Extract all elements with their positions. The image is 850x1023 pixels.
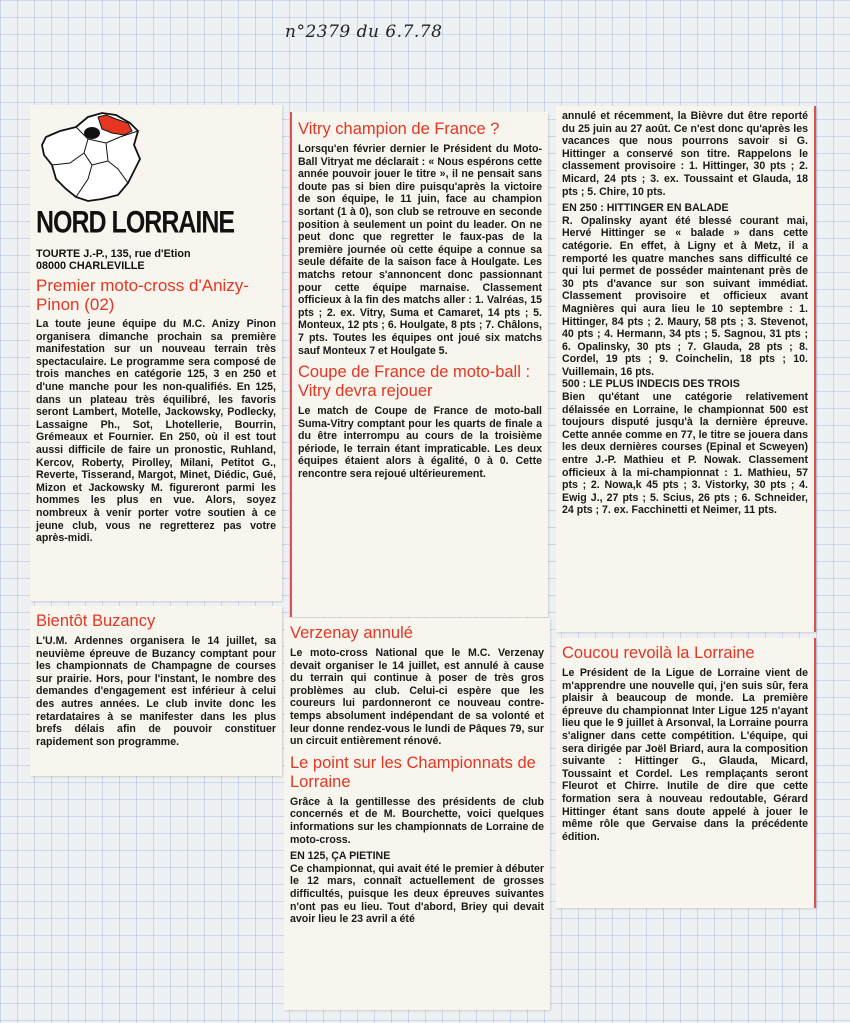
article-text-vitry: Lorsqu'en février dernier le Président du Moto-Ball Vitryat me déclarait : « Nous espérons cette année pouvoir jouer le titre », il ne pensait sans doute pas si bien dire puisqu'après la victoire de son équipe, le 11 juin, face au champion sortant (1 à 0), son club se retrouve en seconde position à seulement un point du leader. On ne peut donc que regretter le faux-pas de la première journée où cette équipe a connue sa seule défaite de la saison face à Houlgate. Les matchs retour s'annoncent donc passionnant pour cette équipe marnaise. Classement officieux à la fin des matchs aller : 1. Valréas, 15 pts ; 2. ex. Vitry, Suma et Camaret, 14 pts ; 5. Monteux, 12 pts ; 6. Houlgate, 8 pts ; 7. Châlons, 7 pts. Toutes les équipes ont joué six matchs sauf Monteux 7 et Houlgate 5. bbox=[298, 143, 542, 357]
article-text-coucou: Le Président de la Ligue de Lorraine vient de m'apprendre une nouvelle qui, j'en suis sûr, fera plaisir à beaucoup de monde. La première épreuve du championnat Inter Ligue 125 n'ayant lieu que le 9 juillet à Arsonval, la Lorraine pourra s'aligner dans cette compétition. L'équipe, qui sera dirigée par Joël Briard, aura la composition suivante : Hittinger G., Glauda, Micard, Toussaint et Cordel. Les remplaçants seront Fleurot et Chirre. Inutile de dire que cette formation sera à nouveau redoutable, Gérard Hittinger étant sans doute appelé à jouer le même rôle que Gervaise dans la précédente édition. bbox=[562, 667, 808, 843]
article-text-anizy: La toute jeune équipe du M.C. Anizy Pinon organisera dimanche prochain sa première manifestation sur un nouveau terrain très spectaculaire. Le programme sera composé de trois manches en catégorie 125, 3 en 250 et d'une manche pour les non-qualifiés. En 125, dans un plateau très équilibré, les favoris seront Lambert, Motelle, Jackowsky, Podlecky, Lassaigne Ph., Sot, Lhotellerie, Bourrin, Grémeaux et Fournier. En 250, où il est tout aussi difficile de faire un pronostic, Ruhland, Kercov, Roberty, Pirolley, Milani, Petitot G., Reverte, Tisserand, Margot, Minet, Diédic, Gué, Mizon et Jackowsky M. figureront parmi les hommes les plus en vue. Alors, soyez nombreux à venir porter votre soutien à ce jeune club, vous ne regretterez pas votre après-midi. bbox=[36, 318, 276, 545]
headline-verzenay: Verzenay annulé bbox=[290, 624, 413, 642]
article-text-continued: annulé et récemment, la Bièvre dut être reporté du 25 juin au 27 août. Ce n'est donc qu'après les vacances que nous pourrons savoir si G. Hittinger a conservé son titre. Rappelons le classement provisoire : 1. Hittinger, 30 pts ; 2. Micard, 24 pts ; 3. ex. Toussaint et Glauda, 18 pts ; 5. Chire, 10 pts. bbox=[562, 110, 808, 198]
article-text-500: Bien qu'étant une catégorie relativement délaissée en Lorraine, le championnat 500 est toujours disputé jusqu'à la dernière épreuve. Cette année comme en 77, le titre se jouera dans les deux dernières courses (Epinal et Scweyen) entre J.-P. Mathieu et P. Nowak. Classement officieux à la mi-championnat : 1. Mathieu, 57 pts ; 2. Nowa,k 45 pts ; 3. Vistorky, 30 pts ; 4. Ewig J., 27 pts ; 5. Scius, 26 pts ; 6. Schneider, 24 pts ; 7. ex. Facchinetti et Neimer, 11 pts. bbox=[562, 391, 808, 517]
headline-buzancy: Bientôt Buzancy bbox=[36, 612, 156, 630]
article-text-point: Grâce à la gentillesse des présidents de club concernés et de M. Bourchette, voici quelques informations sur les championnats de Lorraine de moto-cross. bbox=[290, 795, 544, 846]
clipping-coucou bbox=[556, 638, 816, 908]
headline-coupe: Coupe de France de moto-ball : Vitry devra rejouer bbox=[298, 363, 531, 401]
subhead-250: EN 250 : HITTINGER EN BALADE bbox=[562, 202, 729, 215]
article-text-coupe: Le match de Coupe de France de moto-ball Suma-Vitry comptant pour les quarts de finale a du être interrompu au cours de la troisième période, le terrain étant impraticable. Les deux équipes étaient alors à égalité, 0 à 0. Cette rencontre sera rejoué ultérieurement. bbox=[298, 405, 542, 481]
clipping-buzancy bbox=[30, 606, 282, 776]
article-text-point-2: Ce championnat, qui avait été le premier à débuter le 12 mars, connaît actuellement de grosses difficultés, puisque les deux épreuves suivantes n'ont pas eu lieu. Tout d'abord, Briey qui devait avoir lieu le 23 avril a été bbox=[290, 862, 544, 926]
clipping-continued bbox=[556, 106, 816, 632]
subhead-500: 500 : LE PLUS INDECIS DES TROIS bbox=[562, 378, 740, 391]
address-line-2: 08000 CHARLEVILLE bbox=[36, 260, 145, 272]
handwritten-issue-note: n°2379 du 6.7.78 bbox=[285, 22, 443, 42]
clipping-vitry bbox=[290, 112, 548, 617]
france-map-icon bbox=[36, 109, 146, 205]
headline-point: Le point sur les Championnats de Lorraine bbox=[290, 753, 536, 791]
masthead-title: NORD LORRAINE bbox=[36, 205, 235, 240]
headline-vitry: Vitry champion de France ? bbox=[298, 120, 500, 138]
subhead-125: EN 125, ÇA PIETINE bbox=[290, 850, 391, 863]
clipping-anizy bbox=[30, 105, 282, 601]
clipping-verzenay bbox=[284, 618, 550, 1010]
address-line-1: TOURTE J.-P., 135, rue d'Etion bbox=[36, 248, 191, 260]
headline-anizy: Premier moto-cross d'Anizy-Pinon (02) bbox=[36, 276, 249, 314]
article-text-250: R. Opalinsky ayant été blessé courant mai, Hervé Hittinger se « balade » dans cette catégorie. En effet, à Ligny et à Metz, il a remporté les quatre manches sans difficulté ce qui lui permet de posséder maintenant près de 30 pts d'avance sur son suivant immédiat. Classement provisoire et officieux avant Magnières qui aura lieu le 10 septembre : 1. Hittinger, 84 pts ; 2. Maury, 58 pts ; 3. Stevenot, 40 pts ; 4. Hermann, 34 pts ; 5. Sagnou, 31 pts ; 6. Opalinsky, 30 pts ; 7. Glauda, 28 pts ; 8. Cordel, 19 pts ; 9. Coinchelin, 18 pts ; 10. Vuillemain, 16 pts. bbox=[562, 214, 808, 378]
article-text-buzancy: L'U.M. Ardennes organisera le 14 juillet, sa neuvième épreuve de Buzancy comptant pour les championnats de Champagne de courses sur prairie. Hors, pour l'instant, le nombre des demandes d'engagement est inférieur à celui des autres années. Le club invite donc les retardataires à se manifester dans les plus brefs délais afin de pouvoir constituer rapidement son programme. bbox=[36, 635, 276, 748]
address bbox=[36, 248, 276, 272]
headline-coucou: Coucou revoilà la Lorraine bbox=[562, 644, 755, 662]
article-text-verzenay: Le moto-cross National que le M.C. Verzenay devait organiser le 14 juillet, est annulé à cause du terrain qui continue à poser de très gros problèmes au club. Celui-ci espère que les coureurs lui pardonneront ce nouveau contre-temps absolument indépendant de sa volonté et leur donne rendez-vous le lundi de Pâques 79, sur un circuit entièrement rénové. bbox=[290, 647, 544, 748]
